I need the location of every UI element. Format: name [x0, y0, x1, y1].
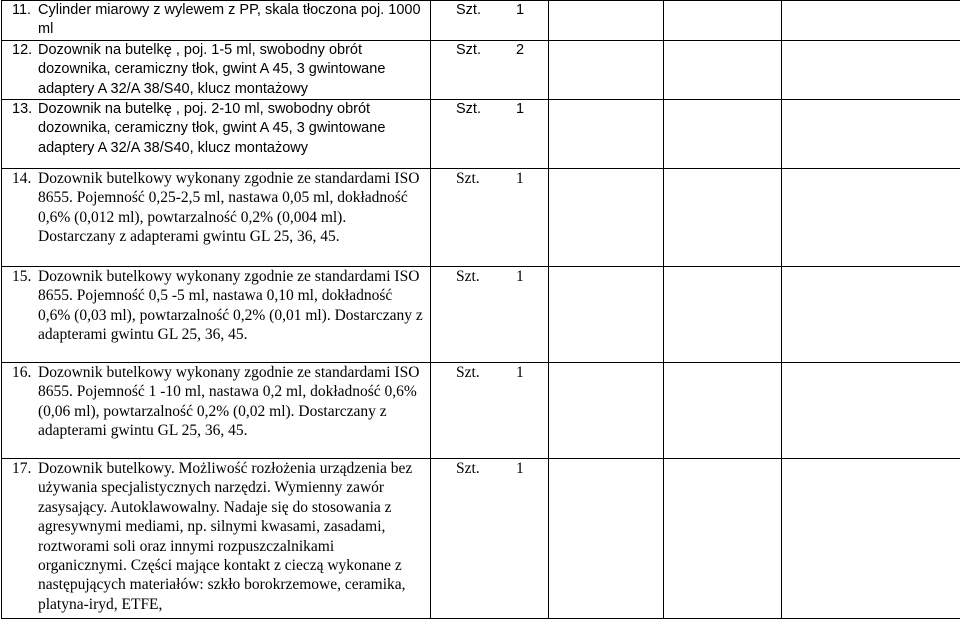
empty-cell	[782, 1, 960, 41]
quantity: 1	[516, 459, 524, 478]
unit-label: Szt.	[456, 363, 516, 382]
unit-cell	[431, 459, 549, 619]
item-number: 14.	[2, 169, 38, 247]
empty-cell	[664, 100, 782, 169]
unit-cell	[431, 1, 549, 41]
item-number: 15.	[2, 267, 38, 345]
unit-label: Szt.	[456, 267, 516, 286]
empty-cell	[782, 100, 960, 169]
unit-label: Szt.	[456, 459, 516, 478]
item-description: Dozownik butelkowy wykonany zgodnie ze standardami ISO 8655. Pojemność 0,25-2,5 ml, nastawa 0,05 ml, dokładność 0,6% (0,012 ml), powtarzalność 0,2% (0,004 ml). Dostarczany z adapterami gwintu GL 25, 36, 45.	[38, 169, 430, 247]
empty-cell	[782, 363, 960, 459]
table-row	[2, 459, 960, 619]
item-description-cell	[2, 169, 431, 267]
empty-cell	[664, 267, 782, 363]
quantity: 2	[516, 41, 524, 60]
unit-label: Szt.	[456, 169, 516, 188]
empty-cell	[549, 40, 664, 99]
empty-cell	[549, 1, 664, 41]
item-number: 12.	[2, 41, 38, 99]
table-row	[2, 1, 960, 41]
table-row	[2, 169, 960, 267]
empty-cell	[664, 1, 782, 41]
empty-cell	[664, 169, 782, 267]
empty-cell	[549, 459, 664, 619]
item-description-cell	[2, 100, 431, 169]
item-description: Dozownik butelkowy wykonany zgodnie ze standardami ISO 8655. Pojemność 0,5 -5 ml, nastawa 0,10 ml, dokładność 0,6% (0,03 ml), powtarzalność 0,2% (0,01 ml). Dostarczany z adapterami gwintu GL 25, 36, 45.	[38, 267, 430, 345]
unit-cell	[431, 267, 549, 363]
empty-cell	[664, 459, 782, 619]
unit-label: Szt.	[456, 41, 516, 60]
item-number: 13.	[2, 100, 38, 158]
table-row	[2, 267, 960, 363]
item-description: Dozownik butelkowy wykonany zgodnie ze standardami ISO 8655. Pojemność 1 -10 ml, nastawa 0,2 ml, dokładność 0,6% (0,06 ml), powtarzalność 0,2% (0,02 ml). Dostarczany z adapterami gwintu GL 25, 36, 45.	[38, 363, 430, 441]
items-table	[1, 0, 960, 619]
item-description-cell	[2, 459, 431, 619]
unit-cell	[431, 100, 549, 169]
item-number: 16.	[2, 363, 38, 441]
empty-cell	[782, 267, 960, 363]
empty-cell	[664, 363, 782, 459]
item-number: 17.	[2, 459, 38, 614]
quantity: 1	[516, 267, 524, 286]
empty-cell	[549, 363, 664, 459]
table-row	[2, 40, 960, 99]
quantity: 1	[516, 100, 524, 119]
item-description: Dozownik na butelkę , poj. 2-10 ml, swobodny obrót dozownika, ceramiczny tłok, gwint A 45, 3 gwintowane adaptery A 32/A 38/S40, klucz montażowy	[38, 100, 430, 158]
empty-cell	[664, 40, 782, 99]
quantity: 1	[516, 169, 524, 188]
item-description-cell	[2, 363, 431, 459]
unit-label: Szt.	[456, 1, 516, 20]
quantity: 1	[516, 1, 524, 20]
unit-cell	[431, 40, 549, 99]
table-row	[2, 100, 960, 169]
item-number: 11.	[2, 1, 38, 40]
empty-cell	[549, 169, 664, 267]
item-description-cell	[2, 40, 431, 99]
item-description-cell	[2, 1, 431, 41]
item-description: Cylinder miarowy z wylewem z PP, skala tłoczona poj. 1000 ml	[38, 1, 430, 40]
item-description: Dozownik butelkowy. Możliwość rozłożenia urządzenia bez używania specjalistycznych narzędzi. Wymienny zawór zasysający. Autoklawowalny. Nadaje się do stosowania z agresywnymi mediami, np. silnymi kwasami, zasadami, roztworami soli oraz innymi rozpuszczalnikami organicznymi. Części mające kontakt z cieczą wykonane z następujących materiałów: szkło borokrzemowe, ceramika, platyna-iryd, ETFE,	[38, 459, 430, 614]
empty-cell	[782, 40, 960, 99]
quantity: 1	[516, 363, 524, 382]
empty-cell	[549, 100, 664, 169]
empty-cell	[549, 267, 664, 363]
unit-label: Szt.	[456, 100, 516, 119]
empty-cell	[782, 169, 960, 267]
item-description: Dozownik na butelkę , poj. 1-5 ml, swobodny obrót dozownika, ceramiczny tłok, gwint A 45, 3 gwintowane adaptery A 32/A 38/S40, klucz montażowy	[38, 41, 430, 99]
unit-cell	[431, 363, 549, 459]
item-description-cell	[2, 267, 431, 363]
table-row	[2, 363, 960, 459]
unit-cell	[431, 169, 549, 267]
empty-cell	[782, 459, 960, 619]
